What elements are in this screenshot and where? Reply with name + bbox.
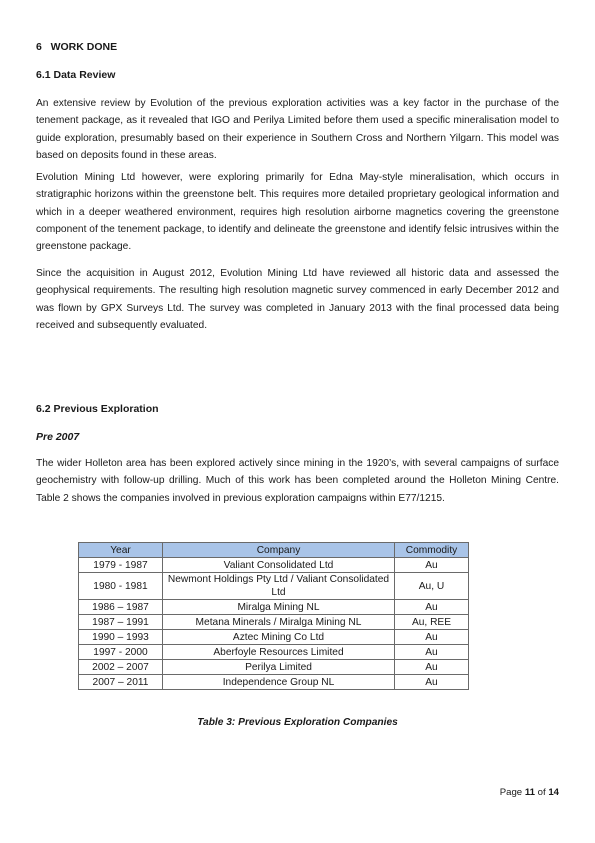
previous-exploration-table xyxy=(78,542,469,690)
page-number: 11 xyxy=(524,787,535,798)
commodity-cell: Au xyxy=(395,558,469,573)
data-review-paragraph-2: Evolution Mining Ltd however, were exploring primarily for Edna May-style mineralisation, which occurs in stratigraphic horizons within the greenstone belt. This requires more detailed proprietary geological information and which in a deeper weathered environment, requires high resolution airborne magnetics covering the greenstone component of the tenement package, to identify and delineate the greenstone and identify felsic intrusives within the greenstone package. xyxy=(36,172,559,253)
year-cell: 2002 – 2007 xyxy=(79,660,163,675)
data-review-heading: 6.1 Data Review xyxy=(36,69,116,81)
company-cell: Aztec Mining Co Ltd xyxy=(163,630,395,645)
year-cell: 1980 - 1981 xyxy=(79,573,163,600)
previous-exploration-paragraph: The wider Holleton area has been explored actively since mining in the 1920’s, with several campaigns of surface geochemistry with follow-up drilling. Much of this work has been completed around the Holleton Mining Centre. Table 2 shows the companies involved in previous exploration campaigns within E77/1215. xyxy=(36,458,559,504)
previous-exploration-heading: 6.2 Previous Exploration xyxy=(36,403,159,415)
commodity-cell: Au xyxy=(395,675,469,690)
commodity-cell: Au xyxy=(395,600,469,615)
company-cell: Metana Minerals / Miralga Mining NL xyxy=(163,615,395,630)
commodity-cell: Au xyxy=(395,660,469,675)
table-row xyxy=(79,660,469,675)
commodity-cell: Au, REE xyxy=(395,615,469,630)
table-row xyxy=(79,615,469,630)
table-row xyxy=(79,573,469,600)
page-footer xyxy=(500,787,559,798)
data-review-paragraph-1: An extensive review by Evolution of the previous exploration activities was a key factor in the purchase of the tenement package, as it revealed that IGO and Perilya Limited before them used a specific mineralisation model to guide exploration, presumably based on their experience in Southern Cross and Northern Yilgarn. This model was based on deposits found in these areas. xyxy=(36,98,559,161)
page-label: Page xyxy=(499,787,523,798)
year-cell: 2007 – 2011 xyxy=(79,675,163,690)
table-caption: Table 3: Previous Exploration Companies xyxy=(197,717,398,728)
year-cell: 1990 – 1993 xyxy=(79,630,163,645)
year-cell: 1986 – 1987 xyxy=(79,600,163,615)
company-cell: Valiant Consolidated Ltd xyxy=(163,558,395,573)
table-header-row xyxy=(79,543,469,558)
of-label: of xyxy=(537,787,546,798)
year-cell: 1987 – 1991 xyxy=(79,615,163,630)
column-header-year: Year xyxy=(79,543,163,558)
commodity-cell: Au xyxy=(395,645,469,660)
year-cell: 1997 - 2000 xyxy=(79,645,163,660)
table-row xyxy=(79,558,469,573)
page-total: 14 xyxy=(548,787,559,798)
table-row xyxy=(79,675,469,690)
column-header-company: Company xyxy=(163,543,395,558)
section-title: WORK DONE xyxy=(50,41,118,53)
section-heading xyxy=(36,41,117,53)
table-row xyxy=(79,645,469,660)
data-review-paragraph-3: Since the acquisition in August 2012, Evolution Mining Ltd have reviewed all historic data and assessed the geophysical requirements. The resulting high resolution magnetic survey commenced in early December 2012 and was flown by GPX Surveys Ltd. The survey was completed in January 2013 with the final processed data being received and subsequently evaluated. xyxy=(36,268,559,331)
company-cell: Aberfoyle Resources Limited xyxy=(163,645,395,660)
commodity-cell: Au xyxy=(395,630,469,645)
table-row xyxy=(79,600,469,615)
company-cell: Newmont Holdings Pty Ltd / Valiant Consolidated Ltd xyxy=(163,573,395,600)
company-cell: Miralga Mining NL xyxy=(163,600,395,615)
year-cell: 1979 - 1987 xyxy=(79,558,163,573)
company-cell: Independence Group NL xyxy=(163,675,395,690)
company-cell: Perilya Limited xyxy=(163,660,395,675)
commodity-cell: Au, U xyxy=(395,573,469,600)
pre-2007-subheading: Pre 2007 xyxy=(36,431,80,443)
column-header-commodity: Commodity xyxy=(395,543,469,558)
table-row xyxy=(79,630,469,645)
section-number: 6 xyxy=(36,41,42,53)
